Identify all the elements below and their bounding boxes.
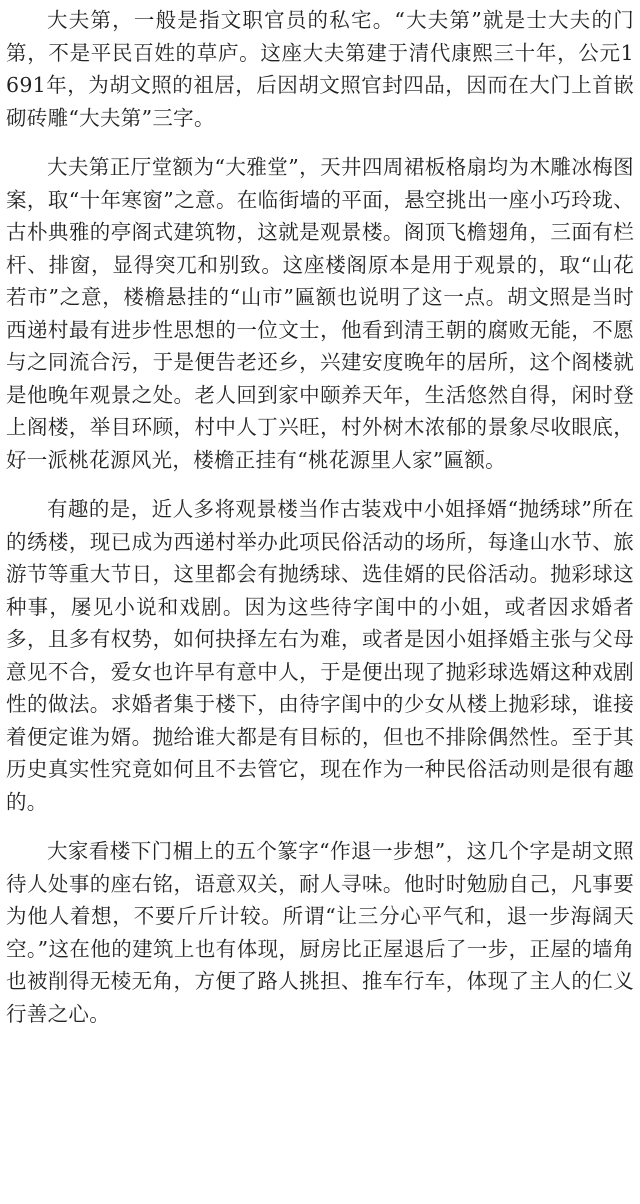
paragraph-dafudi-intro: 大夫第，一般是指文职官员的私宅。“大夫第”就是士大夫的门第，不是平民百姓的草庐。这座大夫第建于清代康熙三十年，公元1691年，为胡文照的祖居，后因胡文照官封四品，因而在大门上首嵌砌砖雕“大夫第”三字。	[6, 8, 634, 130]
paragraph-embroidered-ball: 有趣的是，近人多将观景楼当作古装戏中小姐择婿“抛绣球”所在的绣楼，现已成为西递村举办此项民俗活动的场所，每逢山水节、旅游节等重大节日，这里都会有抛绣球、选佳婿的民俗活动。抛彩球这种事，屡见小说和戏剧。因为这些待字闺中的小姐，或者因求婚者多，且多有权势，如何抉择左右为难，或者是因小姐择婚主张与父母意见不合，爱女也许早有意中人，于是便出现了抛彩球选婿这种戏剧性的做法。求婚者集于楼下，由待字闺中的少女从楼上抛彩球，谁接着便定谁为婿。抛给谁大都是有目标的，但也不排除偶然性。至于其历史真实性究竟如何且不去管它，现在作为一种民俗活动则是很有趣的。	[6, 497, 634, 814]
paragraph-step-back-motto: 大家看楼下门楣上的五个篆字“作退一步想”，这几个字是胡文照待人处事的座右铭，语意双关，耐人寻味。他时时勉励自己，凡事要为他人着想，不要斤斤计较。所谓“让三分心平气和，退一步海阔天空。”这在他的建筑上也有体现，厨房比正屋退后了一步，正屋的墙角也被削得无棱无角，方便了路人挑担、推车行车，体现了主人的仁义行善之心。	[6, 839, 634, 1026]
paragraph-viewing-tower: 大夫第正厅堂额为“大雅堂”，天井四周裙板格扇均为木雕冰梅图案，取“十年寒窗”之意。在临街墙的平面，悬空挑出一座小巧玲珑、古朴典雅的亭阁式建筑物，这就是观景楼。阁顶飞檐翅角，三面有栏杆、排窗，显得突兀和别致。这座楼阁原本是用于观景的，取“山花若市”之意，楼檐悬挂的“山市”匾额也说明了这一点。胡文照是当时西递村最有进步性思想的一位文士，他看到清王朝的腐败无能，不愿与之同流合污，于是便告老还乡，兴建安度晚年的居所，这个阁楼就是他晚年观景之处。老人回到家中颐养天年，生活悠然自得，闲时登上阁楼，举目环顾，村中人丁兴旺，村外树木浓郁的景象尽收眼底，好一派桃花源风光，楼檐正挂有“桃花源里人家”匾额。	[6, 155, 634, 472]
